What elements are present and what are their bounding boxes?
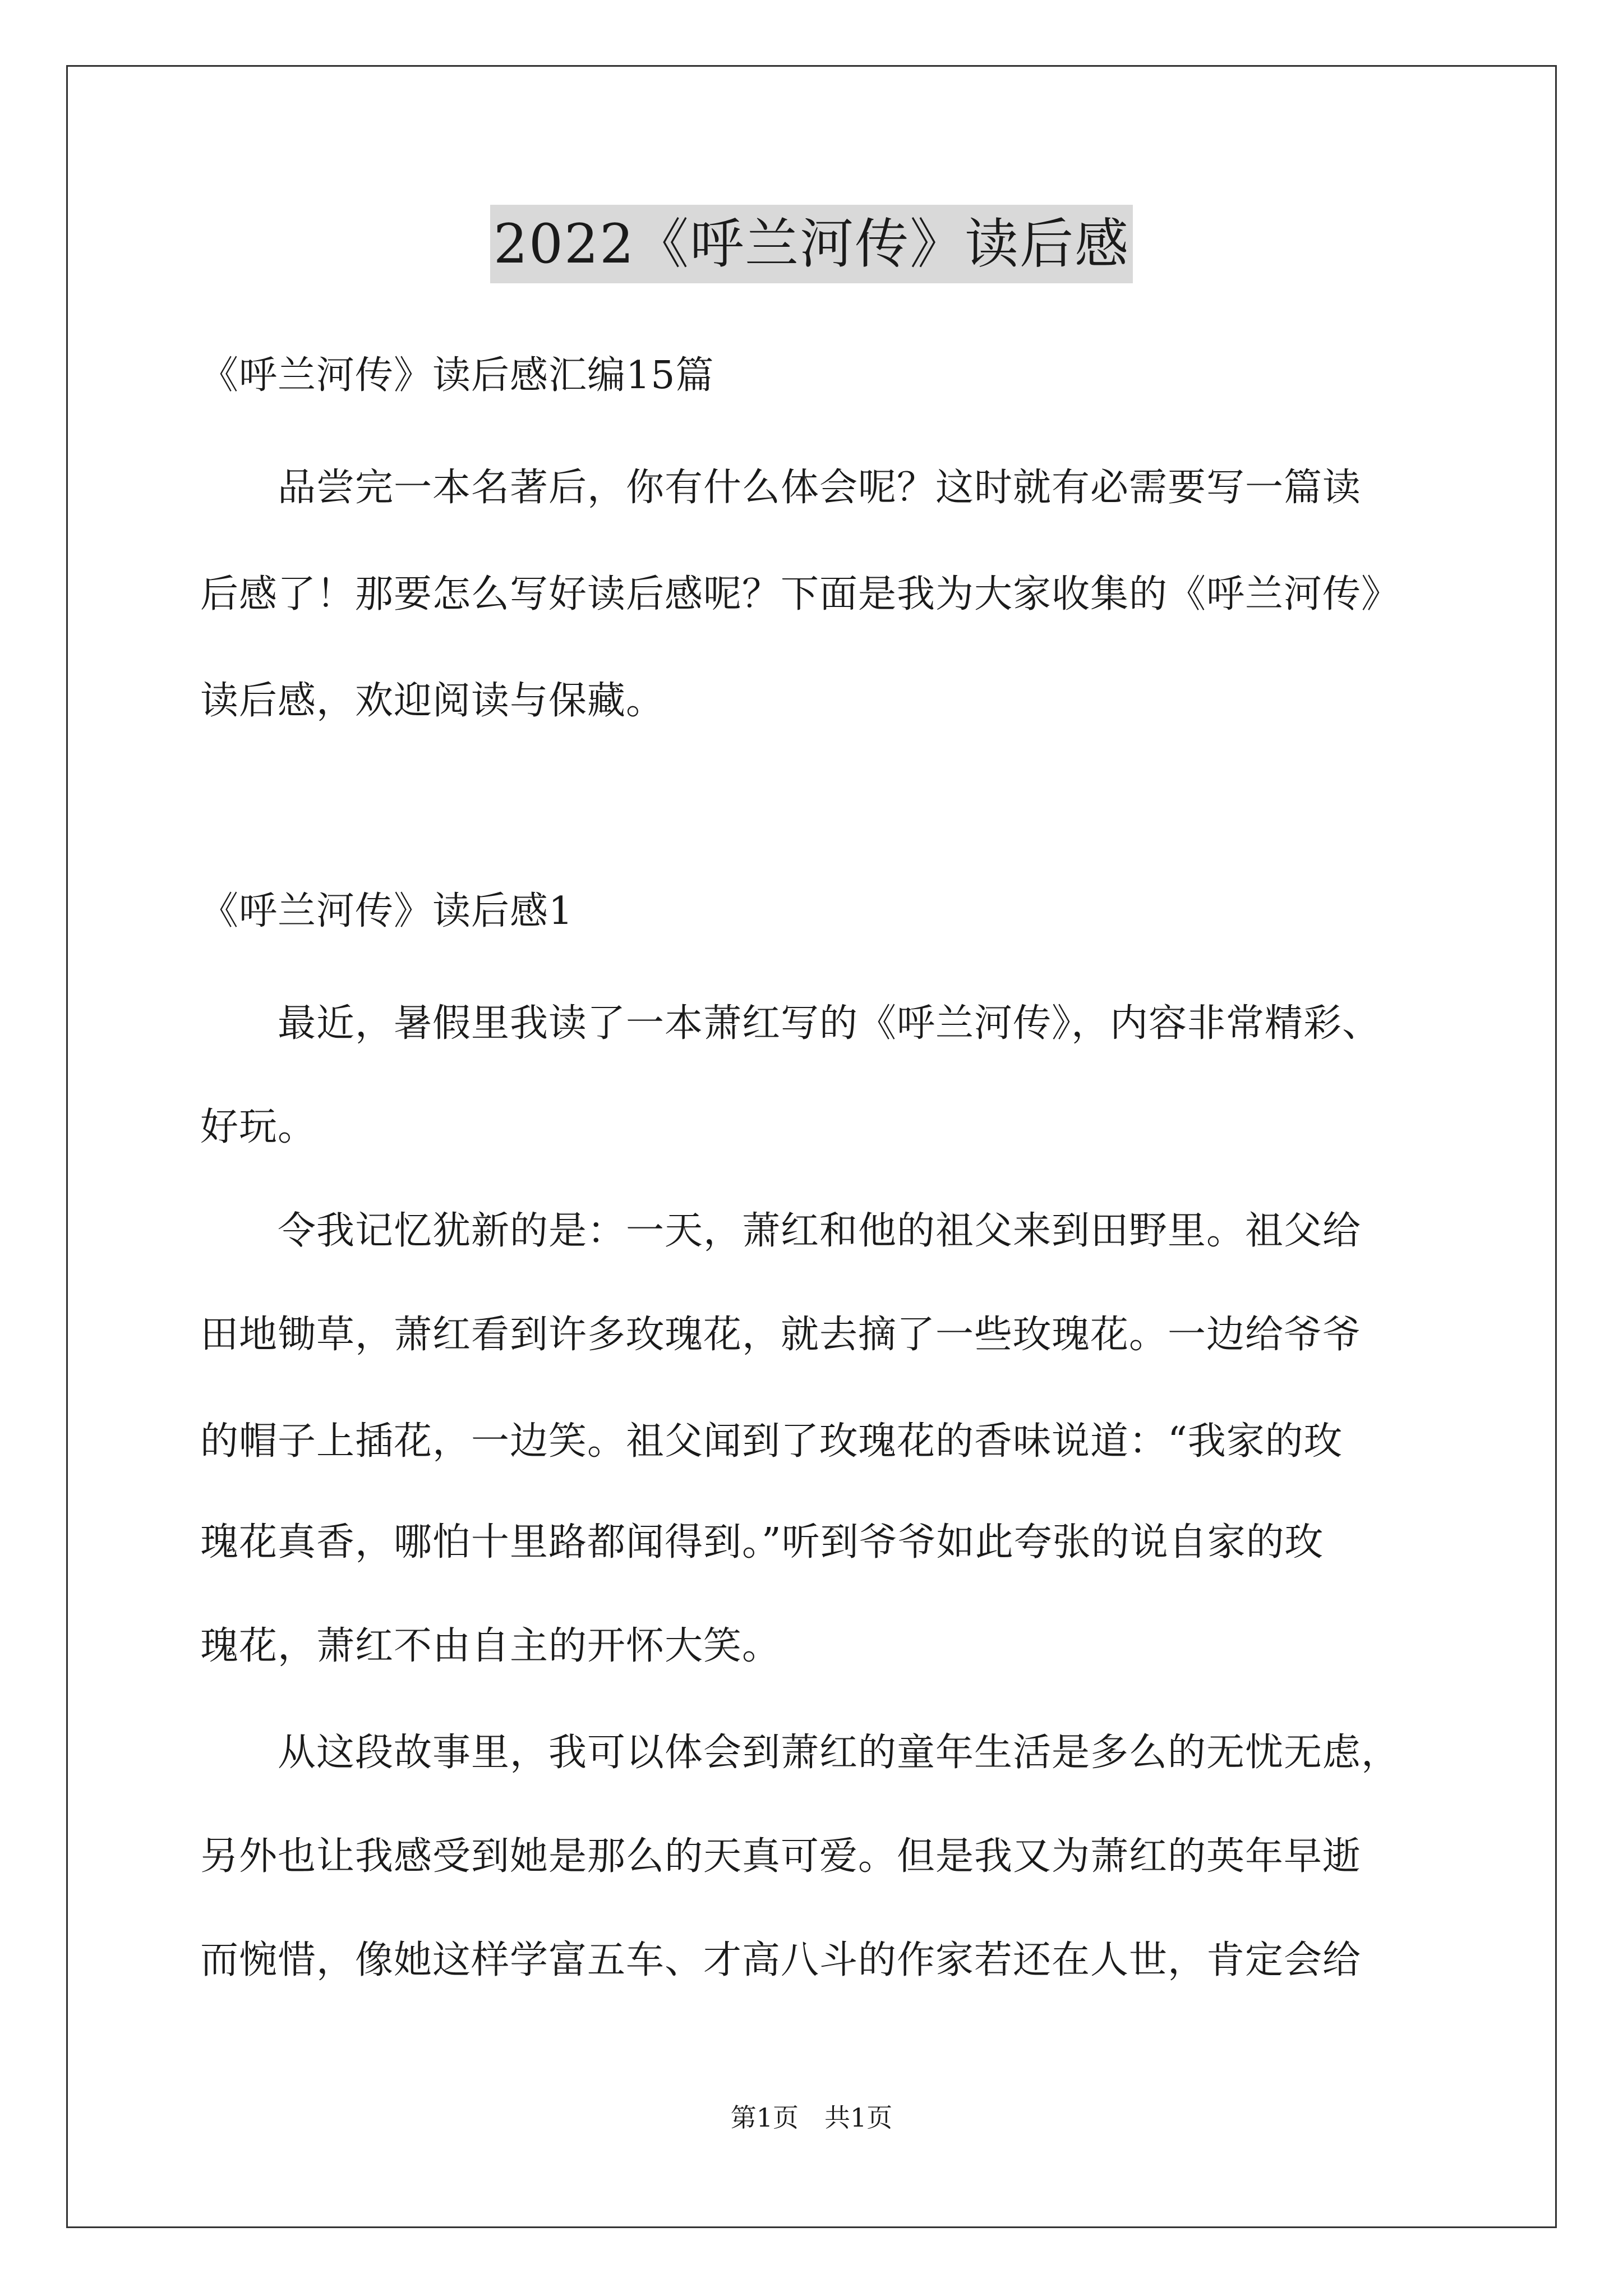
section-heading: 《呼兰河传》读后感1 [200, 889, 574, 933]
paragraph-line: 另外也让我感受到她是那么的天真可爱。但是我又为萧红的英年早逝 [200, 1834, 1362, 1879]
paragraph-line: 品尝完一本名著后，你有什么体会呢？这时就有必需要写一篇读 [200, 466, 1362, 510]
paragraph-line: 的帽子上插花，一边笑。祖父闻到了玫瑰花的香味说道：“我家的玫 [200, 1419, 1343, 1464]
paragraph-line: 瑰花，萧红不由自主的开怀大笑。 [200, 1624, 781, 1668]
page-footer: 第1页 共1页 [730, 2102, 893, 2133]
paragraph-line: 好玩。 [200, 1105, 317, 1149]
paragraph-line: 令我记忆犹新的是：一天，萧红和他的祖父来到田野里。祖父给 [200, 1209, 1362, 1253]
paragraph-line: 瑰花真香，哪怕十里路都闻得到。”听到爷爷如此夸张的说自家的玫 [200, 1520, 1324, 1565]
paragraph-line: 后感了！那要怎么写好读后感呢？下面是我为大家收集的《呼兰河传》 [200, 572, 1400, 616]
title-wrap [0, 205, 1623, 283]
paragraph-line: 田地锄草，萧红看到许多玫瑰花，就去摘了一些玫瑰花。一边给爷爷 [200, 1313, 1362, 1357]
paragraph-line: 而惋惜，像她这样学富五车、才高八斗的作家若还在人世，肯定会给 [200, 1938, 1362, 1982]
paragraph-line: 读后感，欢迎阅读与保藏。 [200, 679, 665, 723]
document-title: 2022《呼兰河传》读后感 [490, 205, 1133, 283]
paragraph-line: 最近，暑假里我读了一本萧红写的《呼兰河传》，内容非常精彩、 [200, 1001, 1381, 1046]
subtitle-line: 《呼兰河传》读后感汇编15篇 [200, 353, 714, 398]
paragraph-line: 从这段故事里，我可以体会到萧红的童年生活是多么的无忧无虑， [200, 1731, 1400, 1775]
